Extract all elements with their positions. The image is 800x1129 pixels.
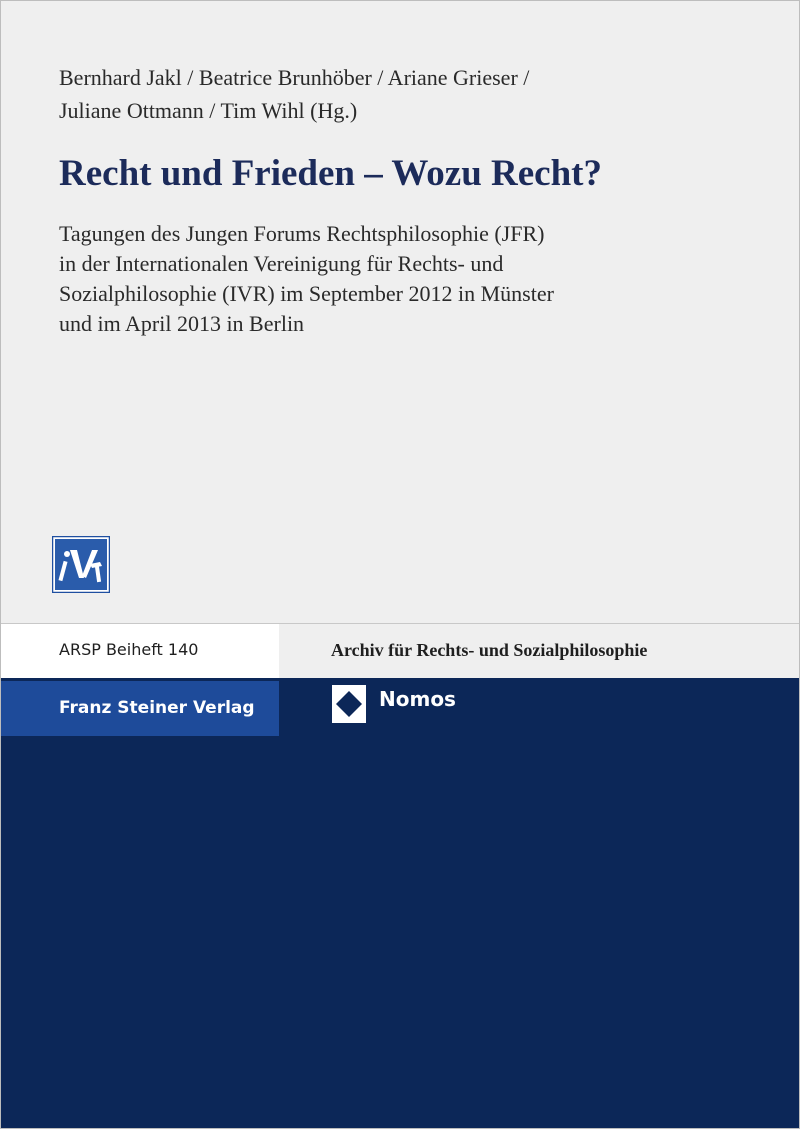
subtitle-line-2: in der Internationalen Vereinigung für Rechts- und [59, 251, 504, 276]
subtitle-line-4: und im April 2013 in Berlin [59, 311, 305, 336]
subtitle-line-3: Sozialphilosophie (IVR) im September 2012 in Münster [59, 281, 554, 306]
journal-label: Archiv für Rechts- und Sozialphilosophie [279, 623, 800, 678]
nomos-publisher: Nomos [379, 687, 456, 711]
ivr-logo [52, 536, 110, 593]
authors [59, 61, 759, 127]
subtitle-line-1: Tagungen des Jungen Forums Rechtsphilosophie (JFR) [59, 221, 545, 246]
book-subtitle [59, 219, 779, 339]
series-label: ARSP Beiheft 140 [1, 623, 279, 678]
authors-line-1: Bernhard Jakl / Beatrice Brunhöber / Ariane Grieser / [59, 65, 530, 90]
steiner-publisher: Franz Steiner Verlag [1, 681, 279, 736]
book-title: Recht und Frieden – Wozu Recht? [59, 153, 603, 194]
navy-panel [1, 678, 800, 1129]
nomos-logo-icon [332, 685, 366, 723]
authors-line-2: Juliane Ottmann / Tim Wihl (Hg.) [59, 98, 358, 123]
